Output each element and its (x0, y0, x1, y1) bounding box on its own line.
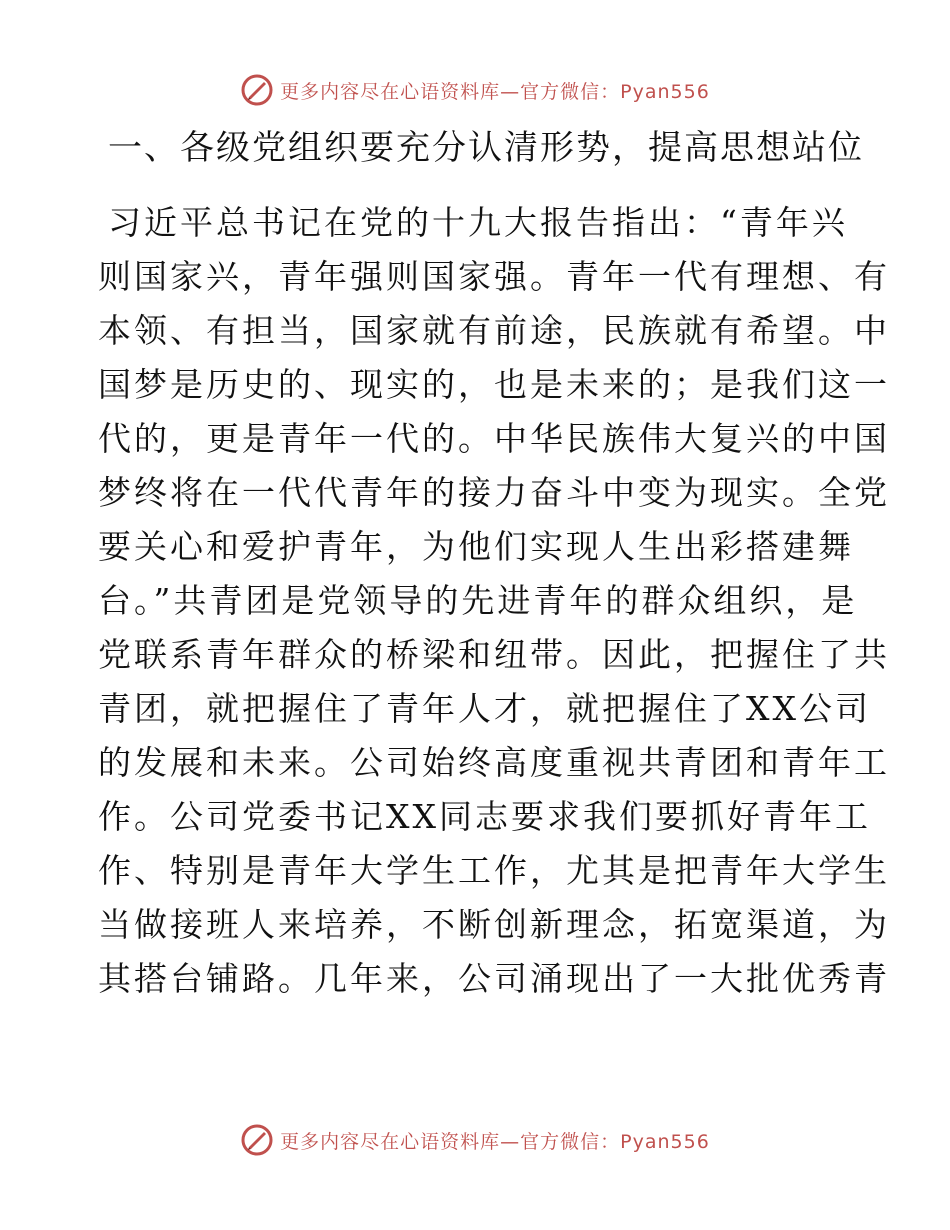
section-heading: 一、各级党组织要充分认清形势，提高思想站位 (108, 128, 864, 168)
header-watermark (0, 70, 950, 110)
paragraph-line: 代的，更是青年一代的。中华民族伟大复兴的中国 (98, 419, 890, 458)
paragraph-line: 本领、有担当，国家就有前途，民族就有希望。中 (98, 311, 890, 350)
paragraph-line: 国梦是历史的、现实的，也是未来的；是我们这一 (98, 365, 890, 404)
paragraph-line: 台。”共青团是党领导的先进青年的群众组织，是 (98, 581, 858, 620)
paragraph-line: 其搭台铺路。几年来，公司涌现出了一大批优秀青 (98, 959, 890, 998)
paragraph-line: 作、特别是青年大学生工作，尤其是把青年大学生 (98, 851, 890, 890)
watermark-text: 更多内容尽在心语资料库—官方微信：Pyan556 (280, 1130, 710, 1153)
paragraph-line: 则国家兴，青年强则国家强。青年一代有理想、有 (98, 257, 890, 296)
paragraph-line: 要关心和爱护青年，为他们实现人生出彩搭建舞 (98, 527, 854, 566)
paragraph-line: 党联系青年群众的桥梁和纽带。因此，把握住了共 (98, 635, 890, 674)
paragraph-line: 作。公司党委书记XX同志要求我们要抓好青年工 (98, 797, 871, 836)
quill-seal-icon (240, 1123, 274, 1157)
watermark-text: 更多内容尽在心语资料库—官方微信：Pyan556 (280, 80, 710, 103)
footer-watermark (0, 1120, 950, 1160)
paragraph-line: 习近平总书记在党的十九大报告指出：“青年兴 (108, 203, 848, 242)
paragraph-line: 的发展和未来。公司始终高度重视共青团和青年工 (98, 743, 890, 782)
paragraph-line: 梦终将在一代代青年的接力奋斗中变为现实。全党 (98, 473, 890, 512)
paragraph-line: 当做接班人来培养，不断创新理念，拓宽渠道，为 (98, 905, 890, 944)
quill-seal-icon (240, 73, 274, 107)
paragraph-line: 青团，就把握住了青年人才，就把握住了XX公司 (98, 689, 871, 728)
